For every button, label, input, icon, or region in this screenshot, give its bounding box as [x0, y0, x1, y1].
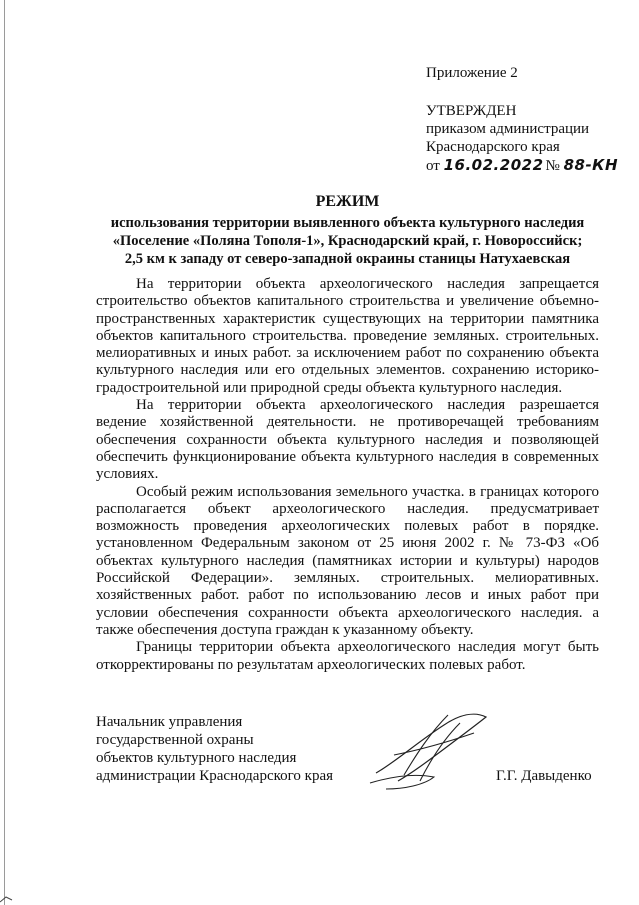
signatory-title-line-1: Начальник управления	[96, 714, 243, 730]
approved-label: УТВЕРЖДЕН	[426, 103, 517, 119]
handwritten-number: 88-КН	[563, 156, 618, 174]
approval-block	[426, 64, 618, 175]
document-body	[96, 276, 599, 674]
subtitle-line-2: «Поселение «Поляна Тополя-1», Краснодарский край, г. Новороссийск;	[112, 233, 583, 249]
handwritten-signature-icon	[364, 703, 494, 795]
document-title: РЕЖИМ	[315, 193, 380, 210]
subtitle-line-3: 2,5 км к западу от северо-западной окраины станицы Натухаевская	[124, 251, 571, 267]
signatory-title-line-4: администрации Краснодарского края	[96, 768, 334, 784]
order-line-2: Краснодарского края	[426, 139, 560, 155]
order-date-line	[426, 156, 618, 175]
paragraph-2: На территории объекта археологического наследия разрешается ведение хозяйственной деятельности. не противоречащей требованиям обеспечения сохранности объекта культурного наследия и позволяющей обеспечить функционирование объекта культурного наследия в современных условиях.	[96, 397, 599, 483]
signatory-title	[96, 713, 333, 785]
signatory-name: Г.Г. Давыденко	[496, 768, 592, 784]
scan-corner-mark-icon	[0, 893, 14, 903]
paragraph-1: На территории объекта археологического наследия запрещается строительство объектов капитального строительства и увеличение объемно-пространственных характеристик существующих на территории памятника объектов капитального строительства. проведение земляных. строительных. мелиоративных и иных работ. за исключением работ по сохранению объекта культурного наследия или его отдельных элементов. сохранению историко-градостроительной или природной среды объекта культурного наследия.	[96, 276, 599, 396]
paragraph-3: Особый режим использования земельного участка. в границах которого располагается объект археологического наследия. предусматривает возможность проведения археологических полевых работ в порядке. установленном Федеральным законом от 25 июня 2002 г. № 73-ФЗ «Об объектах культурного наследия (памятниках истории и культуры) народов Российской Федерации». земляных. строительных. мелиоративных. хозяйственных работ. работ по использованию лесов и иных работ при условии обеспечения сохранности объекта археологического наследия. а также обеспечения доступа граждан к указанному объекту.	[96, 483, 599, 638]
signatory-title-line-3: объектов культурного наследия	[96, 750, 297, 766]
subtitle-line-1: использования территории выявленного объекта культурного наследия	[110, 215, 585, 231]
document-title-block	[96, 192, 599, 268]
paragraph-4: Границы территории объекта археологического наследия могут быть откорректированы по результатам археологических полевых работ.	[96, 639, 599, 673]
signatory-title-line-2: государственной охраны	[96, 732, 254, 748]
order-line-1: приказом администрации	[426, 121, 590, 137]
scan-left-edge	[4, 0, 5, 905]
appendix-label: Приложение 2	[426, 65, 518, 81]
date-prefix: от	[426, 158, 440, 174]
number-label: №	[545, 158, 560, 174]
handwritten-date: 16.02.2022	[443, 156, 544, 174]
